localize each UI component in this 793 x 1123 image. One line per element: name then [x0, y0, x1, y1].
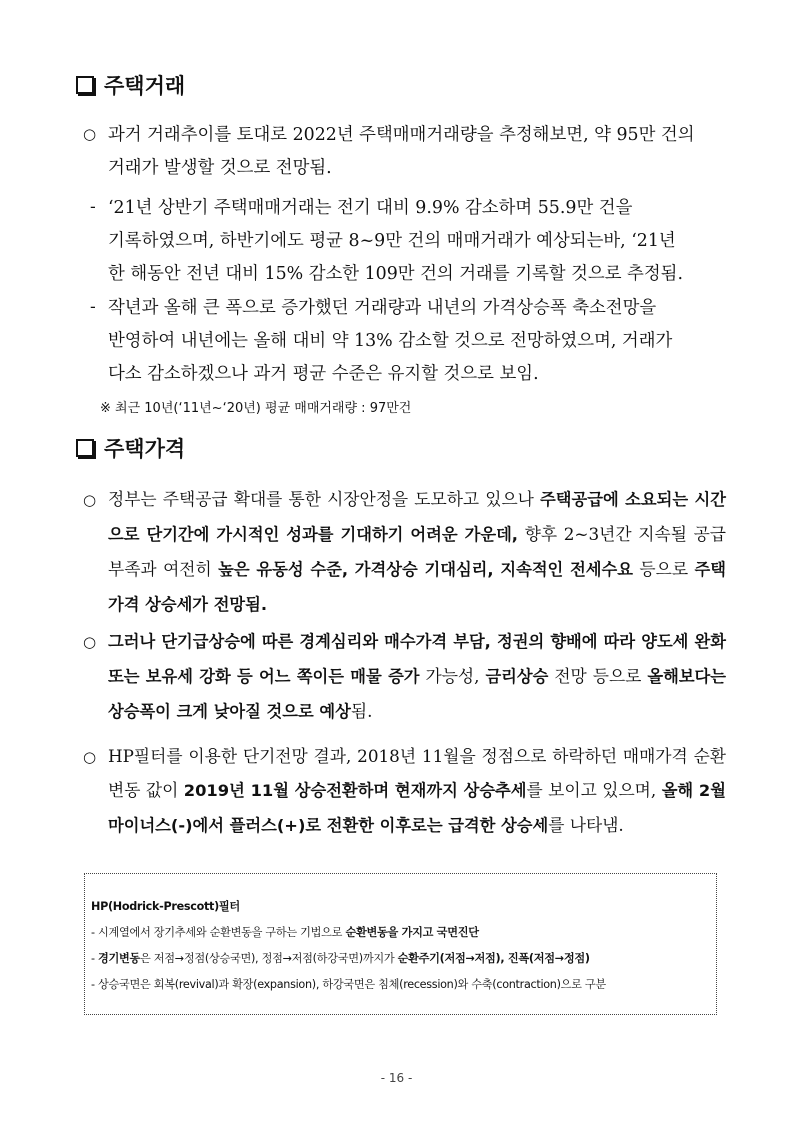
- text: HP필터를 이용한 단기전망 결과, 2018년 11월을 정점으로 하락하던 매매가격 순환변동 값이: [108, 746, 726, 800]
- page-number: - 16 -: [380, 1071, 413, 1085]
- dash-marker: -: [90, 197, 96, 217]
- paragraph-supply-outlook: [108, 482, 726, 622]
- paragraph-next-year-outlook: [108, 292, 728, 391]
- checkbox-square-icon: [76, 439, 94, 457]
- text-line: 한 해동안 전년 대비 15% 감소한 109만 건의 거래를 기록할 것으로 추정됨.: [108, 264, 683, 284]
- text: 를 나타냄.: [548, 815, 624, 835]
- text: 됨.: [350, 701, 373, 721]
- bullet-circle-icon: ○: [83, 748, 97, 766]
- text-line: 기록하였으며, 하반기에도 평균 8~9만 건의 매매거래가 예상되는바, ‘21년: [108, 231, 676, 251]
- bold-text: 2019년 11월 상승전환하며 현재까지 상승추세: [183, 781, 527, 800]
- bullet-circle-icon: ○: [83, 491, 97, 509]
- text: 전망 등으로: [548, 666, 648, 686]
- bold-text: 그러나 단기급상승에 따른 경계심리와 매수가격 부담, 정권의 향배에 따라 양도세 완화 또는 보유세 강화 등 어느 쪽이든 매물 증가: [108, 632, 726, 686]
- text: 정부는 주택공급 확대를 통한 시장안정을 도모하고 있으나: [108, 489, 541, 509]
- paragraph-risk-factors: [108, 624, 726, 729]
- paragraph-transaction-outlook: [108, 119, 728, 185]
- text: - 시계열에서 장기추세와 순환변동을 구하는 기법으로: [91, 926, 346, 939]
- bold-text: 주택공급에 소요되는 시간으로 단기간에 가시적인 성과를 기대하기 어려운 가운데,: [108, 490, 727, 544]
- info-box-title: HP(Hodrick-Prescott)필터: [91, 900, 240, 913]
- hp-filter-info-box: [84, 873, 717, 1015]
- text: 를 보이고 있으며,: [526, 780, 662, 800]
- heading-text: 주택거래: [104, 74, 186, 98]
- bold-text: 높은 유동성 수준, 가격상승 기대심리, 지속적인 전세수요: [218, 560, 633, 579]
- text-line: 거래가 발생할 것으로 전망됨.: [108, 158, 332, 178]
- text: 가능성,: [419, 666, 486, 686]
- bold-text: 올해보다는 상승폭이 크게 낮아질 것으로 예상: [108, 667, 726, 721]
- bullet-circle-icon: ○: [83, 633, 97, 651]
- text: 등으로: [632, 559, 695, 579]
- bullet-circle-icon: ○: [83, 125, 97, 143]
- dash-marker: -: [90, 297, 96, 317]
- text: -: [91, 952, 98, 965]
- bold-text: 순환변동을 가지고 국면진단: [345, 926, 479, 939]
- checkbox-square-icon: [76, 76, 94, 94]
- text-line: 다소 감소하겠으나 과거 평균 수준은 유지할 것으로 보임.: [108, 364, 539, 384]
- paragraph-first-half-2021: [108, 192, 728, 291]
- paragraph-hp-filter-result: [108, 739, 726, 843]
- bold-text: 경기변동: [98, 952, 141, 965]
- bold-text: 순환주기(저점→저점), 진폭(저점→정점): [397, 952, 590, 965]
- text-line: 과거 거래추이를 토대로 2022년 주택매매거래량을 추정해보면, 약 95만 건의: [108, 125, 695, 145]
- text-line: 작년과 올해 큰 폭으로 증가했던 거래량과 내년의 가격상승폭 축소전망을: [108, 298, 657, 318]
- text: 향후 2~3년간 지속될 공급부족과 여전히: [108, 524, 726, 579]
- section-heading-housing-prices: [76, 433, 185, 463]
- bold-text: 주택가격 상승세가 전망됨.: [108, 560, 726, 614]
- section-heading-housing-transactions: [76, 70, 185, 100]
- info-box-line-2: [91, 950, 590, 966]
- info-box-line-3: - 상승국면은 회복(revival)과 확장(expansion), 하강국면은 침체(recession)와 수축(contraction)으로 구분: [91, 978, 606, 991]
- bold-text: 올해 2월 마이너스(-)에서 플러스(+)로 전환한 이후로는 급격한 상승세: [108, 781, 726, 835]
- bold-text: 금리상승: [485, 667, 549, 686]
- text: 은 저점→정점(상승국면), 정점→저점(하강국면)까지가: [140, 952, 398, 965]
- info-box-line-1: [91, 924, 479, 940]
- heading-text: 주택가격: [104, 437, 186, 461]
- text-line: 반영하여 내년에는 올해 대비 약 13% 감소할 것으로 전망하였으며, 거래가: [108, 331, 673, 351]
- footnote-average-volume: ※ 최근 10년(‘11년~‘20년) 평균 매매거래량 : 97만건: [100, 401, 412, 416]
- text-line: ‘21년 상반기 주택매매거래는 전기 대비 9.9% 감소하며 55.9만 건을: [108, 198, 633, 218]
